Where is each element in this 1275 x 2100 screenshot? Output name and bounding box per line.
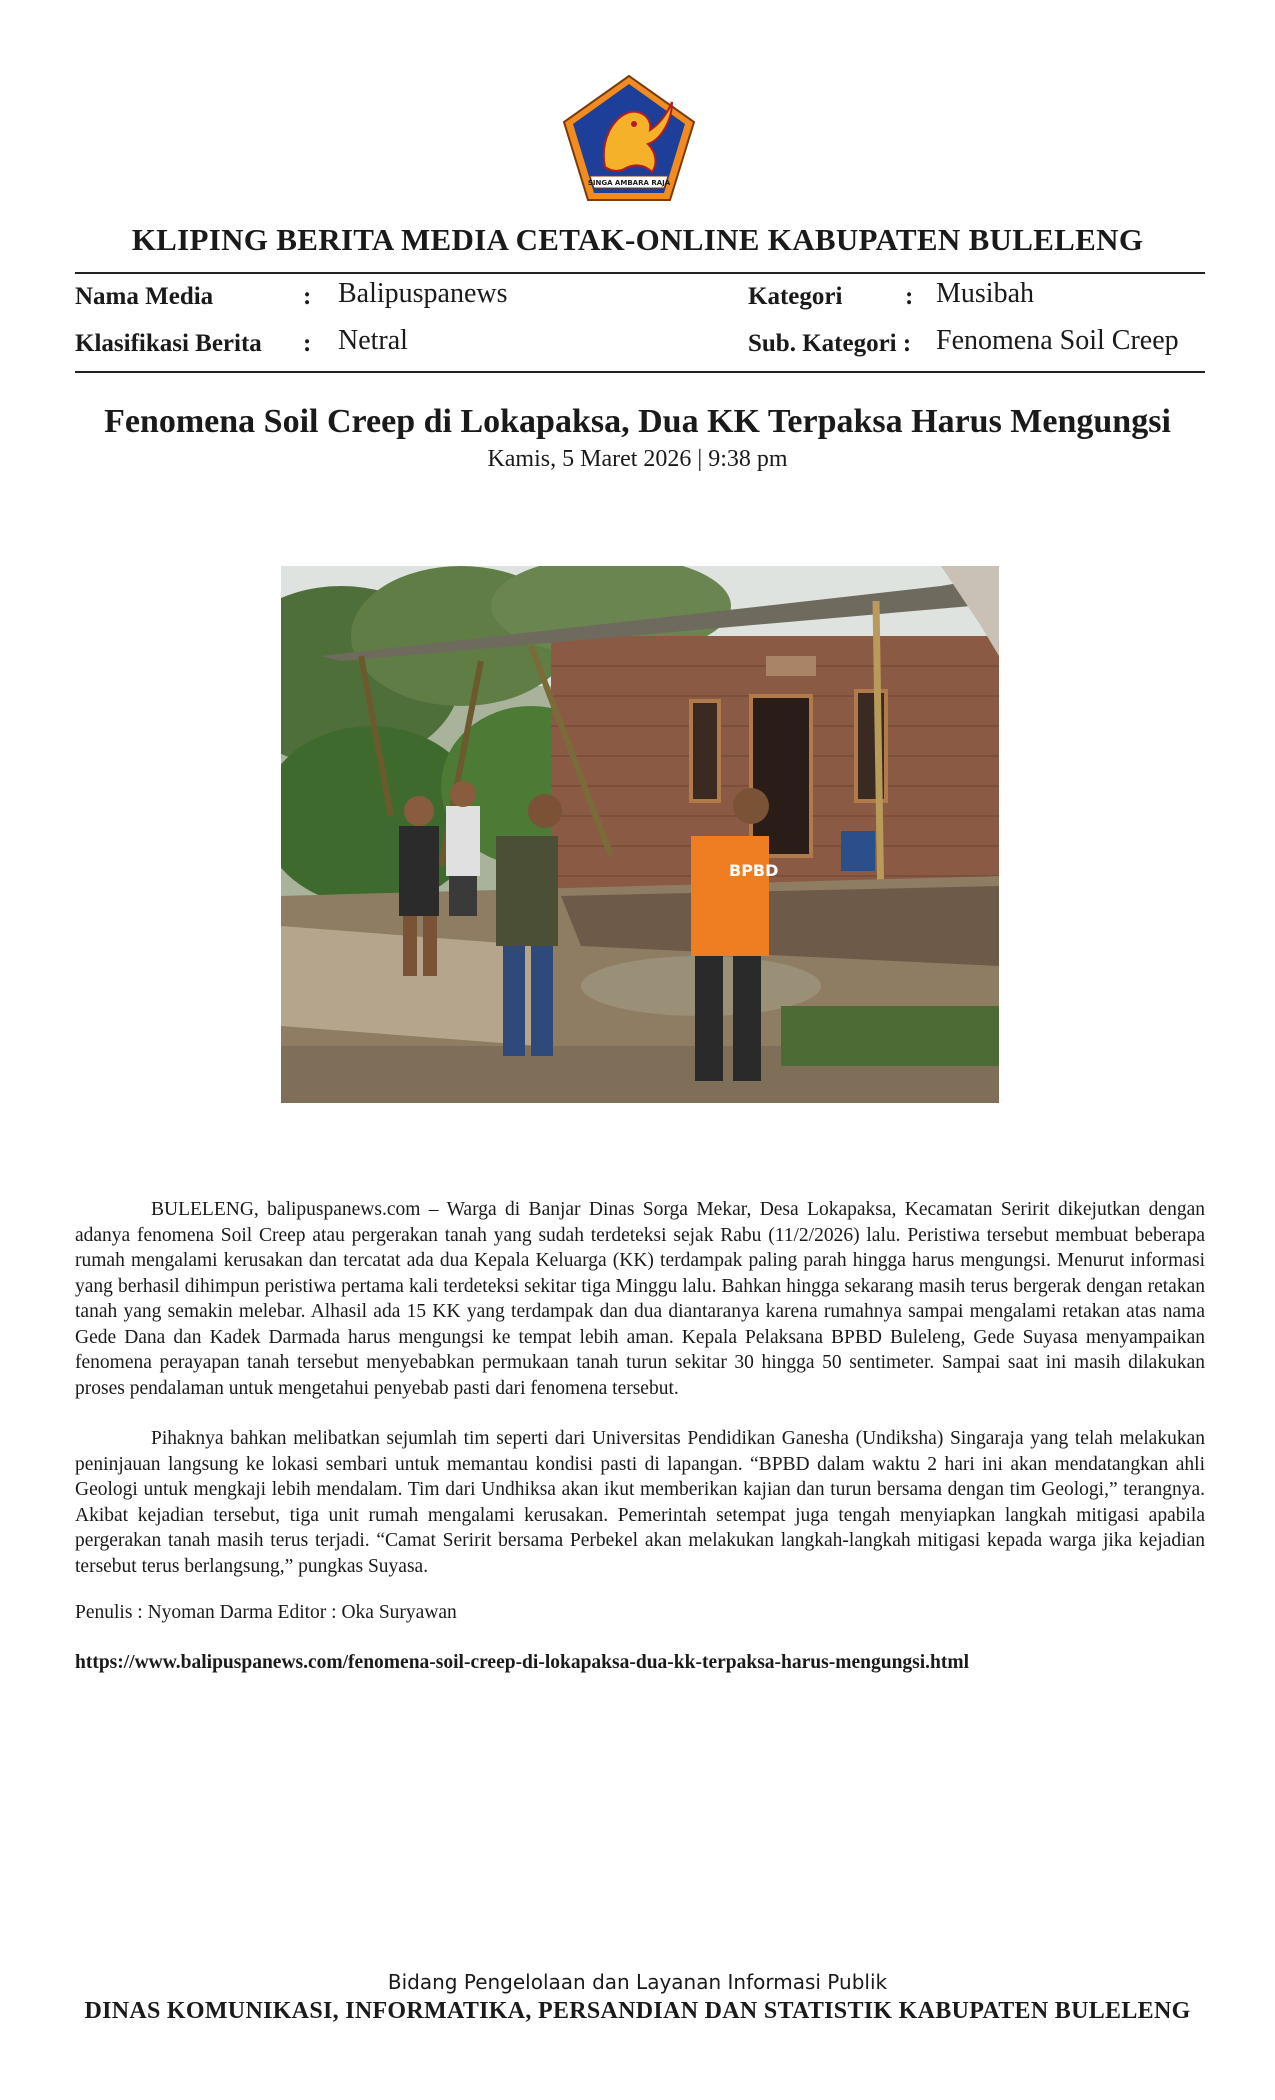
article-body (75, 1197, 1205, 1604)
footer-title: DINAS KOMUNIKASI, INFORMATIKA, PERSANDIAN DAN STATISTIK KABUPATEN BULELENG (84, 1998, 1191, 2024)
article-headline: Fenomena Soil Creep di Lokapaksa, Dua KK Terpaksa Harus Mengungsi (104, 403, 1171, 440)
meta-colon: : (303, 283, 312, 310)
klasifikasi-label: Klasifikasi Berita (75, 330, 262, 357)
meta-row-klasifikasi (75, 325, 1205, 365)
footer-subtitle: Bidang Pengelolaan dan Layanan Informasi Publik (387, 1970, 888, 1994)
klasifikasi-value: Netral (338, 325, 408, 356)
sub-kategori-label: Sub. Kategori : (748, 330, 912, 357)
meta-colon: : (303, 330, 312, 357)
nama-media-label: Nama Media (75, 283, 214, 310)
header-divider-top (75, 272, 1205, 274)
document-title: KLIPING BERITA MEDIA CETAK-ONLINE KABUPATEN BULELENG (131, 222, 1144, 257)
header-divider-bottom (75, 371, 1205, 373)
kategori-value: Musibah (936, 278, 1034, 309)
bpbd-shirt-text: BPBD (729, 861, 779, 880)
article-photo (281, 566, 999, 1103)
meta-colon: : (905, 283, 914, 310)
buleleng-regency-emblem-icon (560, 72, 698, 204)
article-paragraph: Pihaknya bahkan melibatkan sejumlah tim seperti dari Universitas Pendidikan Ganesha (Undiksha) Singaraja yang telah melakukan peninjauan langsung ke lokasi sembari untuk memantau kondisi pasti di lapangan. “BPBD dalam waktu 2 hari ini akan mendatangkan ahli Geologi untuk mengkaji lebih mendalam. Tim dari Undhiksa akan ikut memberikan kajian dan turun bersama dengan tim Geologi,” terangnya. Akibat kejadian tersebut, tiga unit rumah mengalami kerusakan. Pemerintah setempat juga tengah menyiapkan langkah mitigasi apabila pergerakan tanah masih terus terjadi. “Camat Seririt bersama Perbekel akan melakukan langkah-langkah mitigasi kepada warga jika kejadian tersebut terus berlangsung,” pungkas Suyasa. (75, 1428, 1205, 1577)
sub-kategori-value: Fenomena Soil Creep (936, 325, 1179, 356)
nama-media-value: Balipuspanews (338, 278, 508, 309)
article-source-link[interactable]: https://www.balipuspanews.com/fenomena-soil-creep-di-lokapaksa-dua-kk-terpaksa-harus-mengungsi.html (75, 1652, 970, 1673)
meta-row-media (75, 278, 1205, 318)
article-dateline: Kamis, 5 Maret 2026 | 9:38 pm (487, 446, 788, 472)
article-paragraph: BULELENG, balipuspanews.com – Warga di Banjar Dinas Sorga Mekar, Desa Lokapaksa, Kecamatan Seririt dikejutkan dengan adanya fenomena Soil Creep atau pergerakan tanah yang sudah terdeteksi sejak Rabu (11/2/2026) lalu. Peristiwa tersebut membuat beberapa rumah mengalami kerusakan dan tercatat ada dua Kepala Keluarga (KK) terdampak paling parah hingga harus mengungsi. Menurut informasi yang berhasil dihimpun peristiwa pertama kali terdeteksi sekitar tiga Minggu lalu. Bahkan hingga sekarang masih terus bergerak dengan retakan tanah yang semakin melebar. Alhasil ada 15 KK yang terdampak dan dua diantaranya karena rumahnya sampai mengalami retakan atas nama Gede Dana dan Kadek Darmada harus mengungsi ke tempat lebih aman. Kepala Pelaksana BPBD Buleleng, Gede Suyasa menyampaikan fenomena perayapan tanah tersebut menyebabkan permukaan tanah turun sekitar 30 hingga 50 sentimeter. Sampai saat ini masih dilakukan proses pendalaman untuk mengetahui penyebab pasti dari fenomena tersebut. (75, 1199, 1205, 1399)
kategori-label: Kategori (748, 283, 843, 310)
emblem-motto: SINGA AMBARA RAJA (587, 179, 671, 187)
article-credits: Penulis : Nyoman Darma Editor : Oka Suryawan (75, 1602, 457, 1623)
